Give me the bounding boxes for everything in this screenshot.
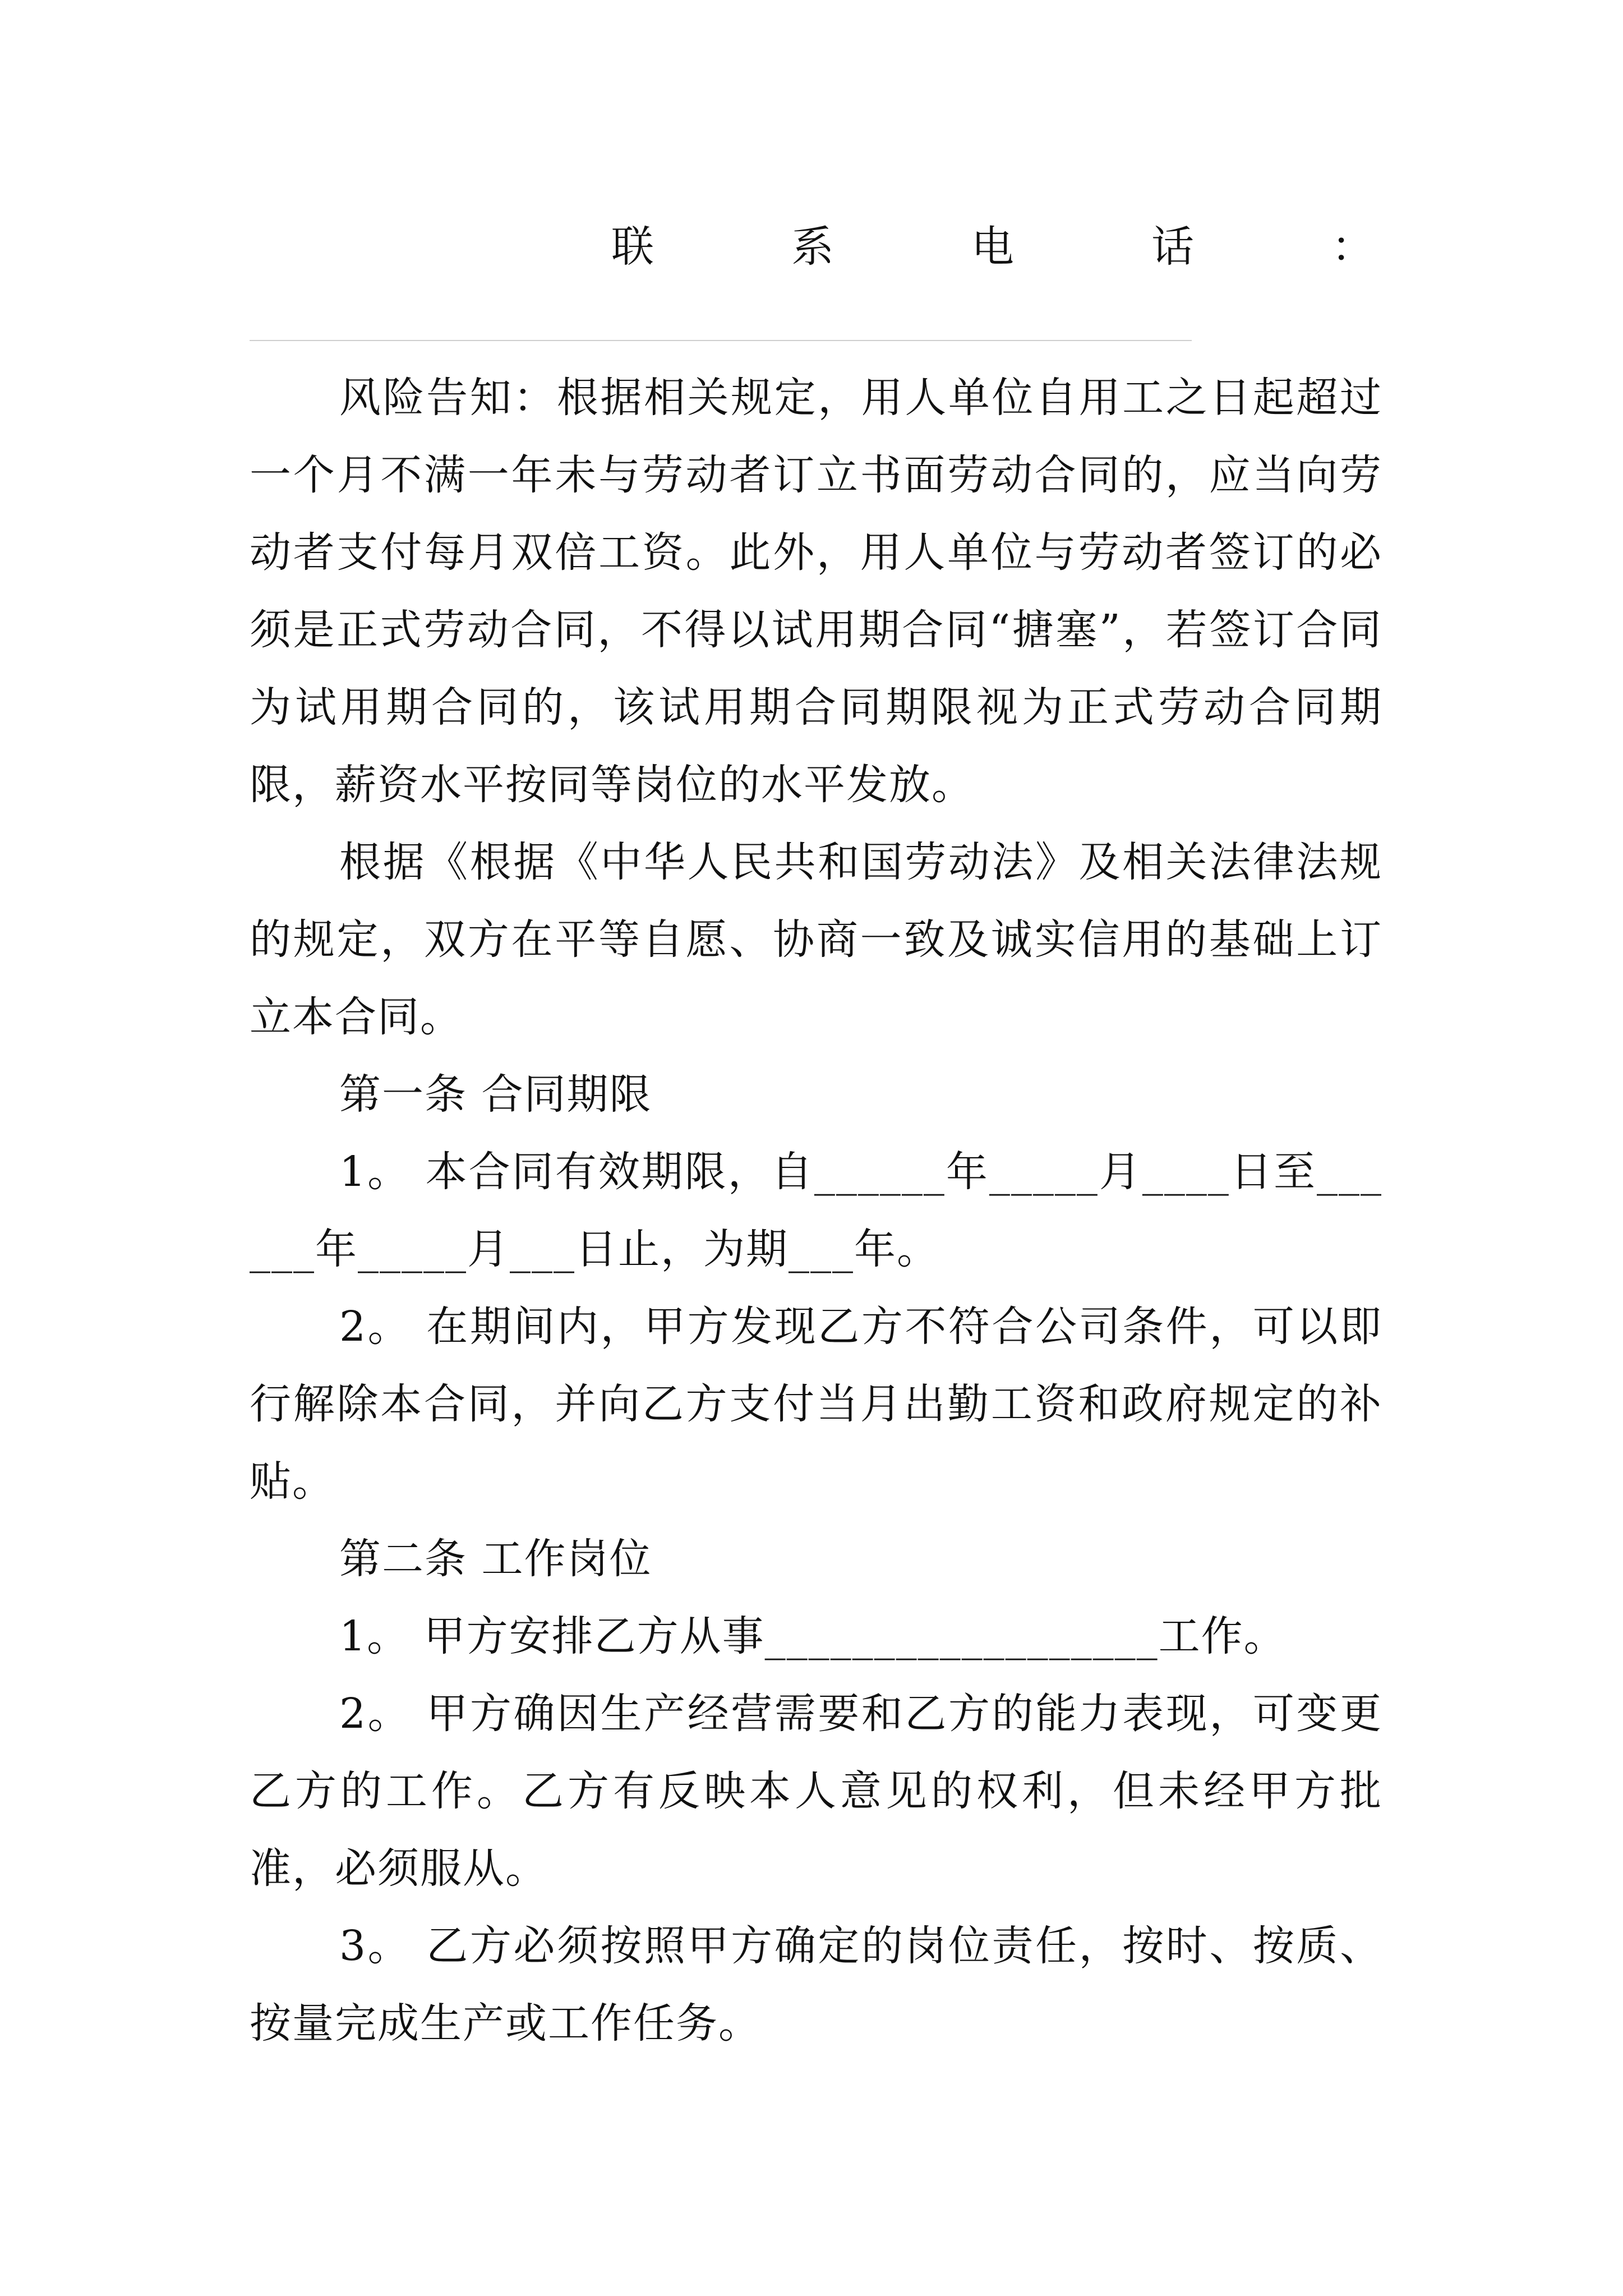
document-body [250,359,1382,2062]
contact-char-1: 联 [611,222,654,272]
contact-phone-label [611,216,1374,278]
contact-phone-fill-line [250,340,1192,341]
article-1-clause-1: 1。 本合同有效期限，自______年_____月____日至______年_____月___日止，为期___年。 [250,1148,1382,1273]
article-2-heading: 第二条 工作岗位 [339,1535,652,1583]
contact-char-5: ： [1331,222,1374,272]
contact-char-4: 话 [1151,222,1194,272]
article-2-clause-3: 3。 乙方必须按照甲方确定的岗位责任，按时、按质、按量完成生产或工作任务。 [250,1922,1382,2047]
article-2-clause-2: 2。 甲方确因生产经营需要和乙方的能力表现，可变更乙方的工作。乙方有反映本人意见的权利，但未经甲方批准，必须服从。 [250,1690,1382,1893]
risk-notice-paragraph: 风险告知：根据相关规定，用人单位自用工之日起超过一个月不满一年未与劳动者订立书面劳动合同的，应当向劳动者支付每月双倍工资。此外，用人单位与劳动者签订的必须是正式劳动合同，不得以试用期合同“搪塞”，若签订合同为试用期合同的，该试用期合同期限视为正式劳动合同期限，薪资水平按同等岗位的水平发放。 [250,374,1382,809]
article-1-heading: 第一条 合同期限 [339,1070,652,1119]
legal-basis-paragraph: 根据《根据《中华人民共和国劳动法》及相关法律法规的规定，双方在平等自愿、协商一致及诚实信用的基础上订立本合同。 [250,838,1382,1041]
article-2-clause-1: 1。 甲方安排乙方从事__________________工作。 [339,1612,1287,1660]
article-1-clause-2: 2。 在期间内，甲方发现乙方不符合公司条件，可以即行解除本合同，并向乙方支付当月出勤工资和政府规定的补贴。 [250,1303,1382,1506]
contact-char-3: 电 [971,222,1014,272]
contact-char-2: 系 [791,222,834,272]
